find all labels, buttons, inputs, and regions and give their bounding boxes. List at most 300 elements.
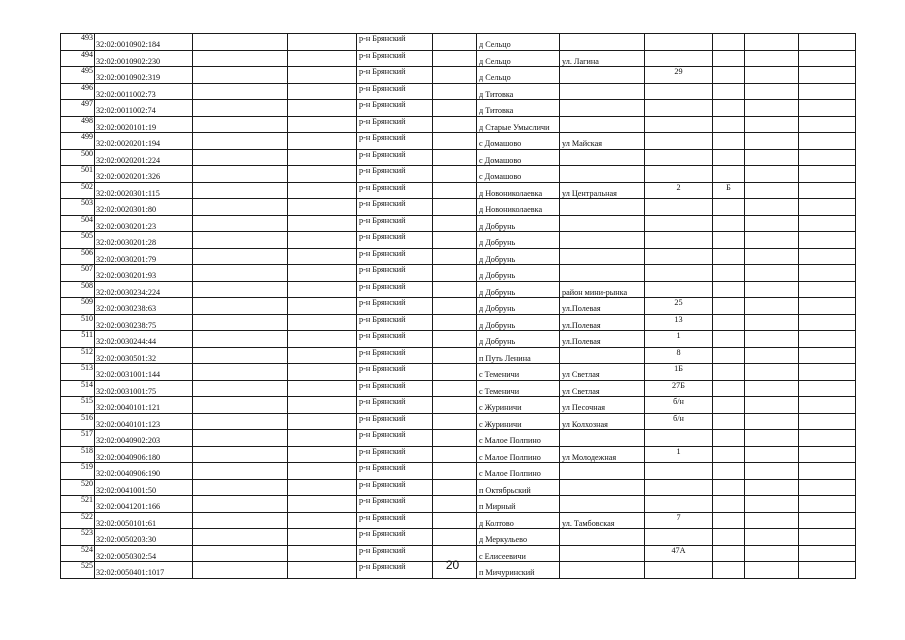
cell-empty xyxy=(288,380,357,397)
cell-cadastral-number: 32:02:0011002:73 xyxy=(95,83,193,100)
cell-empty xyxy=(745,149,799,166)
cell-district: р-н Брянский xyxy=(357,529,433,546)
cell-empty xyxy=(745,512,799,529)
cell-locality: с Малое Полпино xyxy=(477,430,560,447)
cell-street: район мини-рынка xyxy=(560,281,645,298)
cell-empty xyxy=(745,34,799,51)
cell-row-number: 501 xyxy=(61,166,95,183)
cell-empty xyxy=(193,100,288,117)
cell-empty xyxy=(288,463,357,480)
cell-district: р-н Брянский xyxy=(357,479,433,496)
registry-table xyxy=(60,33,856,579)
cell-house: б/н xyxy=(645,397,713,414)
cell-street xyxy=(560,265,645,282)
cell-building xyxy=(713,166,745,183)
cell-house xyxy=(645,430,713,447)
cell-empty xyxy=(745,479,799,496)
cell-empty xyxy=(288,67,357,84)
cell-street: ул.Полевая xyxy=(560,298,645,315)
cell-empty xyxy=(288,199,357,216)
cell-empty xyxy=(745,67,799,84)
cell-district: р-н Брянский xyxy=(357,116,433,133)
cell-building xyxy=(713,331,745,348)
cell-building xyxy=(713,133,745,150)
cell-street xyxy=(560,100,645,117)
cell-empty xyxy=(745,364,799,381)
table-row xyxy=(61,347,856,364)
cell-empty xyxy=(193,265,288,282)
cell-building xyxy=(713,149,745,166)
table-row xyxy=(61,50,856,67)
cell-cadastral-number: 32:02:0050203:30 xyxy=(95,529,193,546)
cell-empty xyxy=(799,331,856,348)
cell-district: р-н Брянский xyxy=(357,215,433,232)
cell-empty xyxy=(288,496,357,513)
cell-street xyxy=(560,479,645,496)
cell-empty xyxy=(433,248,477,265)
cell-cadastral-number: 32:02:0030238:63 xyxy=(95,298,193,315)
cell-empty xyxy=(745,397,799,414)
cell-locality: д Колтово xyxy=(477,512,560,529)
cell-district: р-н Брянский xyxy=(357,463,433,480)
cell-empty xyxy=(799,149,856,166)
cell-district: р-н Брянский xyxy=(357,545,433,562)
cell-empty xyxy=(799,446,856,463)
cell-empty xyxy=(745,298,799,315)
cell-empty xyxy=(433,380,477,397)
cell-empty xyxy=(799,512,856,529)
cell-house xyxy=(645,215,713,232)
cell-empty xyxy=(193,446,288,463)
cell-street xyxy=(560,83,645,100)
cell-cadastral-number: 32:02:0020201:224 xyxy=(95,149,193,166)
cell-building xyxy=(713,463,745,480)
cell-street: ул Светлая xyxy=(560,380,645,397)
cell-empty xyxy=(799,83,856,100)
cell-empty xyxy=(193,364,288,381)
cell-house xyxy=(645,281,713,298)
cell-empty xyxy=(433,182,477,199)
cell-empty xyxy=(433,34,477,51)
cell-cadastral-number: 32:02:0030501:32 xyxy=(95,347,193,364)
cell-street xyxy=(560,166,645,183)
cell-empty xyxy=(193,83,288,100)
cell-empty xyxy=(745,281,799,298)
cell-row-number: 521 xyxy=(61,496,95,513)
cell-house: 47А xyxy=(645,545,713,562)
cell-empty xyxy=(193,67,288,84)
cell-row-number: 511 xyxy=(61,331,95,348)
cell-empty xyxy=(433,281,477,298)
cell-empty xyxy=(193,347,288,364)
cell-row-number: 517 xyxy=(61,430,95,447)
cell-empty xyxy=(433,331,477,348)
cell-row-number: 506 xyxy=(61,248,95,265)
cell-house: 7 xyxy=(645,512,713,529)
cell-empty xyxy=(433,446,477,463)
cell-locality: д Добрунь xyxy=(477,265,560,282)
cell-row-number: 493 xyxy=(61,34,95,51)
cell-empty xyxy=(193,512,288,529)
table-row xyxy=(61,265,856,282)
cell-empty xyxy=(433,529,477,546)
cell-cadastral-number: 32:02:0030234:224 xyxy=(95,281,193,298)
cell-empty xyxy=(799,166,856,183)
cell-empty xyxy=(745,413,799,430)
cell-empty xyxy=(745,248,799,265)
cell-empty xyxy=(288,100,357,117)
cell-building xyxy=(713,314,745,331)
cell-empty xyxy=(433,232,477,249)
table-row xyxy=(61,149,856,166)
cell-row-number: 523 xyxy=(61,529,95,546)
table-row xyxy=(61,281,856,298)
cell-empty xyxy=(193,331,288,348)
cell-empty xyxy=(288,50,357,67)
cell-empty xyxy=(193,380,288,397)
cell-row-number: 498 xyxy=(61,116,95,133)
table-row xyxy=(61,529,856,546)
cell-cadastral-number: 32:02:0020301:80 xyxy=(95,199,193,216)
cell-house xyxy=(645,50,713,67)
table-row xyxy=(61,397,856,414)
cell-empty xyxy=(433,83,477,100)
cell-locality: с Домашово xyxy=(477,133,560,150)
cell-empty xyxy=(799,34,856,51)
cell-district: р-н Брянский xyxy=(357,413,433,430)
cell-house: 13 xyxy=(645,314,713,331)
cell-empty xyxy=(288,430,357,447)
cell-empty xyxy=(433,199,477,216)
cell-building xyxy=(713,479,745,496)
cell-locality: д Добрунь xyxy=(477,331,560,348)
cell-street xyxy=(560,463,645,480)
cell-cadastral-number: 32:02:0030201:93 xyxy=(95,265,193,282)
cell-street: ул.Полевая xyxy=(560,314,645,331)
cell-house xyxy=(645,100,713,117)
cell-house: 1 xyxy=(645,331,713,348)
cell-empty xyxy=(193,298,288,315)
cell-district: р-н Брянский xyxy=(357,100,433,117)
cell-house xyxy=(645,463,713,480)
table-row xyxy=(61,413,856,430)
cell-street xyxy=(560,34,645,51)
cell-building xyxy=(713,199,745,216)
cell-building xyxy=(713,529,745,546)
cell-empty xyxy=(433,67,477,84)
cell-empty xyxy=(433,479,477,496)
cell-empty xyxy=(288,265,357,282)
cell-building xyxy=(713,281,745,298)
cell-cadastral-number: 32:02:0020201:194 xyxy=(95,133,193,150)
cell-empty xyxy=(745,446,799,463)
cell-empty xyxy=(799,182,856,199)
cell-locality: д Старые Умысличи xyxy=(477,116,560,133)
cell-row-number: 512 xyxy=(61,347,95,364)
cell-empty xyxy=(433,314,477,331)
cell-empty xyxy=(288,215,357,232)
cell-empty xyxy=(433,100,477,117)
cell-cadastral-number: 32:02:0050302:54 xyxy=(95,545,193,562)
cell-empty xyxy=(288,413,357,430)
cell-house xyxy=(645,232,713,249)
cell-row-number: 510 xyxy=(61,314,95,331)
table-row xyxy=(61,479,856,496)
cell-street xyxy=(560,199,645,216)
cell-cadastral-number: 32:02:0030238:75 xyxy=(95,314,193,331)
cell-street xyxy=(560,116,645,133)
cell-building xyxy=(713,232,745,249)
cell-district: р-н Брянский xyxy=(357,430,433,447)
cell-empty xyxy=(799,100,856,117)
table-row xyxy=(61,364,856,381)
cell-district: р-н Брянский xyxy=(357,512,433,529)
cell-cadastral-number: 32:02:0041201:166 xyxy=(95,496,193,513)
cell-empty xyxy=(433,133,477,150)
cell-empty xyxy=(288,281,357,298)
cell-street xyxy=(560,496,645,513)
cell-empty xyxy=(433,265,477,282)
cell-empty xyxy=(799,496,856,513)
cell-empty xyxy=(193,430,288,447)
cell-empty xyxy=(288,232,357,249)
cell-row-number: 520 xyxy=(61,479,95,496)
cell-house: 27Б xyxy=(645,380,713,397)
cell-cadastral-number: 32:02:0010902:319 xyxy=(95,67,193,84)
cell-cadastral-number: 32:02:0020201:326 xyxy=(95,166,193,183)
cell-locality: д Сельцо xyxy=(477,67,560,84)
table-row xyxy=(61,232,856,249)
cell-row-number: 494 xyxy=(61,50,95,67)
cell-district: р-н Брянский xyxy=(357,149,433,166)
cell-building: Б xyxy=(713,182,745,199)
cell-empty xyxy=(193,182,288,199)
cell-empty xyxy=(193,413,288,430)
cell-building xyxy=(713,298,745,315)
cell-locality: п Мирный xyxy=(477,496,560,513)
cell-district: р-н Брянский xyxy=(357,67,433,84)
cell-street: ул. Лагина xyxy=(560,50,645,67)
cell-row-number: 513 xyxy=(61,364,95,381)
cell-empty xyxy=(745,314,799,331)
cell-building xyxy=(713,265,745,282)
cell-empty xyxy=(745,380,799,397)
cell-district: р-н Брянский xyxy=(357,562,433,579)
cell-district: р-н Брянский xyxy=(357,496,433,513)
cell-building xyxy=(713,248,745,265)
cell-empty xyxy=(193,529,288,546)
cell-cadastral-number: 32:02:0011002:74 xyxy=(95,100,193,117)
cell-locality: д Добрунь xyxy=(477,314,560,331)
cell-street: ул Песочная xyxy=(560,397,645,414)
cell-empty xyxy=(433,215,477,232)
cell-locality: д Добрунь xyxy=(477,232,560,249)
cell-cadastral-number: 32:02:0040906:190 xyxy=(95,463,193,480)
table-row xyxy=(61,215,856,232)
cell-locality: п Октябрьский xyxy=(477,479,560,496)
cell-empty xyxy=(288,166,357,183)
table-row xyxy=(61,100,856,117)
cell-empty xyxy=(288,364,357,381)
cell-row-number: 500 xyxy=(61,149,95,166)
cell-locality: с Малое Полпино xyxy=(477,463,560,480)
cell-house xyxy=(645,166,713,183)
cell-cadastral-number: 32:02:0040101:123 xyxy=(95,413,193,430)
cell-row-number: 502 xyxy=(61,182,95,199)
cell-empty xyxy=(799,50,856,67)
cell-empty xyxy=(193,149,288,166)
table-row xyxy=(61,182,856,199)
cell-locality: д Добрунь xyxy=(477,248,560,265)
cell-empty xyxy=(799,364,856,381)
cell-building xyxy=(713,413,745,430)
cell-cadastral-number: 32:02:0030201:79 xyxy=(95,248,193,265)
cell-empty xyxy=(745,430,799,447)
cell-street: ул Колхозная xyxy=(560,413,645,430)
cell-row-number: 525 xyxy=(61,562,95,579)
cell-row-number: 519 xyxy=(61,463,95,480)
cell-district: р-н Брянский xyxy=(357,133,433,150)
cell-empty xyxy=(288,133,357,150)
cell-building xyxy=(713,67,745,84)
cell-house xyxy=(645,496,713,513)
cell-empty xyxy=(799,314,856,331)
cell-empty xyxy=(288,298,357,315)
cell-empty xyxy=(799,529,856,546)
table-row xyxy=(61,199,856,216)
cell-row-number: 496 xyxy=(61,83,95,100)
cell-building xyxy=(713,347,745,364)
cell-row-number: 518 xyxy=(61,446,95,463)
cell-building xyxy=(713,364,745,381)
cell-empty xyxy=(193,166,288,183)
cell-row-number: 505 xyxy=(61,232,95,249)
cell-empty xyxy=(288,479,357,496)
cell-empty xyxy=(745,199,799,216)
cell-empty xyxy=(433,496,477,513)
cell-cadastral-number: 32:02:0010902:230 xyxy=(95,50,193,67)
cell-empty xyxy=(193,50,288,67)
cell-empty xyxy=(193,116,288,133)
cell-empty xyxy=(433,413,477,430)
cell-empty xyxy=(745,116,799,133)
cell-empty xyxy=(193,248,288,265)
cell-cadastral-number: 32:02:0030244:44 xyxy=(95,331,193,348)
registry-table-body xyxy=(61,34,856,579)
cell-house xyxy=(645,529,713,546)
table-row xyxy=(61,34,856,51)
cell-empty xyxy=(433,512,477,529)
cell-district: р-н Брянский xyxy=(357,232,433,249)
cell-cadastral-number: 32:02:0050101:61 xyxy=(95,512,193,529)
cell-locality: д Сельцо xyxy=(477,34,560,51)
cell-district: р-н Брянский xyxy=(357,380,433,397)
table-row xyxy=(61,298,856,315)
cell-street: ул. Тамбовская xyxy=(560,512,645,529)
cell-building xyxy=(713,116,745,133)
cell-street: ул.Полевая xyxy=(560,331,645,348)
cell-district: р-н Брянский xyxy=(357,281,433,298)
cell-house: 8 xyxy=(645,347,713,364)
cell-cadastral-number: 32:02:0040902:203 xyxy=(95,430,193,447)
cell-street: ул Молодежная xyxy=(560,446,645,463)
cell-street xyxy=(560,215,645,232)
cell-empty xyxy=(799,232,856,249)
cell-empty xyxy=(799,199,856,216)
cell-locality: д Добрунь xyxy=(477,281,560,298)
table-row xyxy=(61,248,856,265)
cell-district: р-н Брянский xyxy=(357,34,433,51)
cell-row-number: 514 xyxy=(61,380,95,397)
cell-empty xyxy=(193,463,288,480)
table-row xyxy=(61,331,856,348)
cell-locality: д Титовка xyxy=(477,100,560,117)
cell-row-number: 503 xyxy=(61,199,95,216)
cell-house xyxy=(645,479,713,496)
cell-street: ул Светлая xyxy=(560,364,645,381)
cell-house xyxy=(645,34,713,51)
cell-empty xyxy=(288,116,357,133)
cell-empty xyxy=(193,133,288,150)
cell-cadastral-number: 32:02:0010902:184 xyxy=(95,34,193,51)
cell-locality: с Теменичи xyxy=(477,380,560,397)
cell-district: р-н Брянский xyxy=(357,331,433,348)
cell-locality: с Домашово xyxy=(477,149,560,166)
table-row xyxy=(61,512,856,529)
cell-empty xyxy=(745,347,799,364)
cell-house xyxy=(645,248,713,265)
cell-row-number: 495 xyxy=(61,67,95,84)
cell-cadastral-number: 32:02:0031001:75 xyxy=(95,380,193,397)
cell-district: р-н Брянский xyxy=(357,347,433,364)
cell-row-number: 507 xyxy=(61,265,95,282)
cell-street xyxy=(560,248,645,265)
cell-empty xyxy=(745,265,799,282)
cell-house: 25 xyxy=(645,298,713,315)
cell-cadastral-number: 32:02:0030201:28 xyxy=(95,232,193,249)
cell-empty xyxy=(288,182,357,199)
cell-empty xyxy=(433,149,477,166)
table-row xyxy=(61,496,856,513)
cell-empty xyxy=(433,430,477,447)
cell-empty xyxy=(745,83,799,100)
cell-empty xyxy=(193,215,288,232)
cell-building xyxy=(713,397,745,414)
cell-empty xyxy=(193,199,288,216)
cell-house: б/н xyxy=(645,413,713,430)
cell-empty xyxy=(433,463,477,480)
table-row xyxy=(61,463,856,480)
cell-district: р-н Брянский xyxy=(357,182,433,199)
cell-row-number: 508 xyxy=(61,281,95,298)
cell-empty xyxy=(193,281,288,298)
cell-row-number: 522 xyxy=(61,512,95,529)
cell-empty xyxy=(799,116,856,133)
cell-building xyxy=(713,50,745,67)
cell-district: р-н Брянский xyxy=(357,166,433,183)
cell-empty xyxy=(799,248,856,265)
cell-cadastral-number: 32:02:0050401:1017 xyxy=(95,562,193,579)
cell-empty xyxy=(745,529,799,546)
cell-empty xyxy=(433,347,477,364)
cell-empty xyxy=(433,298,477,315)
cell-street xyxy=(560,149,645,166)
cell-house xyxy=(645,133,713,150)
cell-cadastral-number: 32:02:0040906:180 xyxy=(95,446,193,463)
cell-cadastral-number: 32:02:0040101:121 xyxy=(95,397,193,414)
cell-locality: с Елисеевичи xyxy=(477,545,560,562)
cell-empty xyxy=(745,166,799,183)
